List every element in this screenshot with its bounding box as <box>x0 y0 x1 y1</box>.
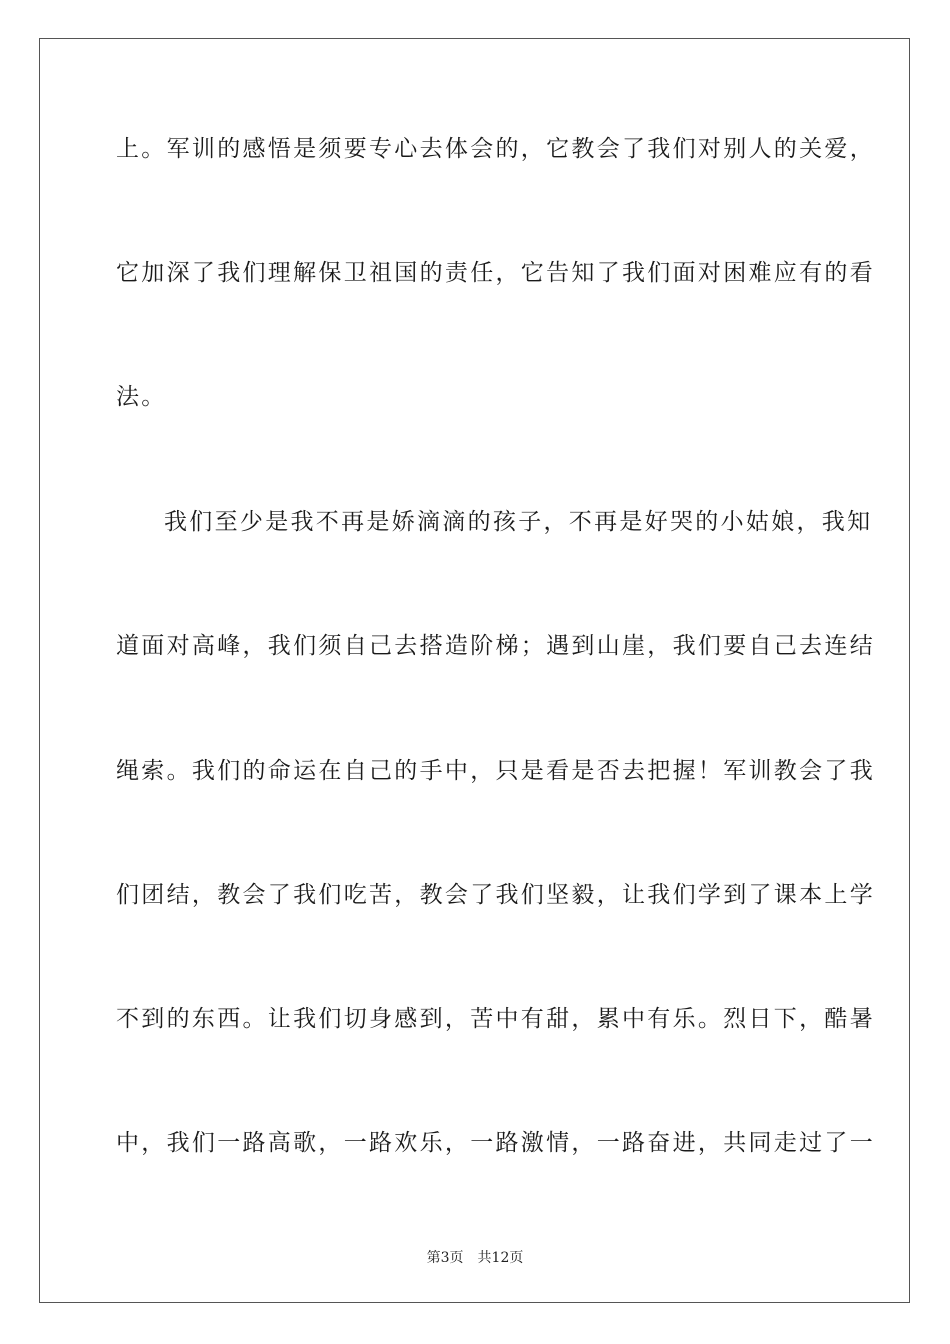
text-line: 们团结，教会了我们吃苦，教会了我们坚毅，让我们学到了课本上学 <box>116 882 875 908</box>
page-border <box>39 38 910 1303</box>
page-number: 第3页 <box>426 1250 464 1266</box>
page-total: 共12页 <box>477 1250 524 1266</box>
text-line: 法。 <box>116 384 167 410</box>
text-line: 绳索。我们的命运在自己的手中，只是看是否去把握！军训教会了我 <box>116 758 875 784</box>
text-line: 中，我们一路高歌，一路欢乐，一路激情，一路奋进，共同走过了一 <box>116 1130 875 1156</box>
text-line: 上。军训的感悟是须要专心去体会的，它教会了我们对别人的关爱， <box>116 136 875 162</box>
text-line: 不到的东西。让我们切身感到，苦中有甜，累中有乐。烈日下，酷暑 <box>116 1006 875 1032</box>
page-footer <box>0 1247 950 1267</box>
text-line: 它加深了我们理解保卫祖国的责任，它告知了我们面对困难应有的看 <box>116 260 875 286</box>
text-line: 道面对高峰，我们须自己去搭造阶梯；遇到山崖，我们要自己去连结 <box>116 633 875 659</box>
paragraph-first-line: 我们至少是我不再是娇滴滴的孩子，不再是好哭的小姑娘，我知 <box>164 509 873 535</box>
